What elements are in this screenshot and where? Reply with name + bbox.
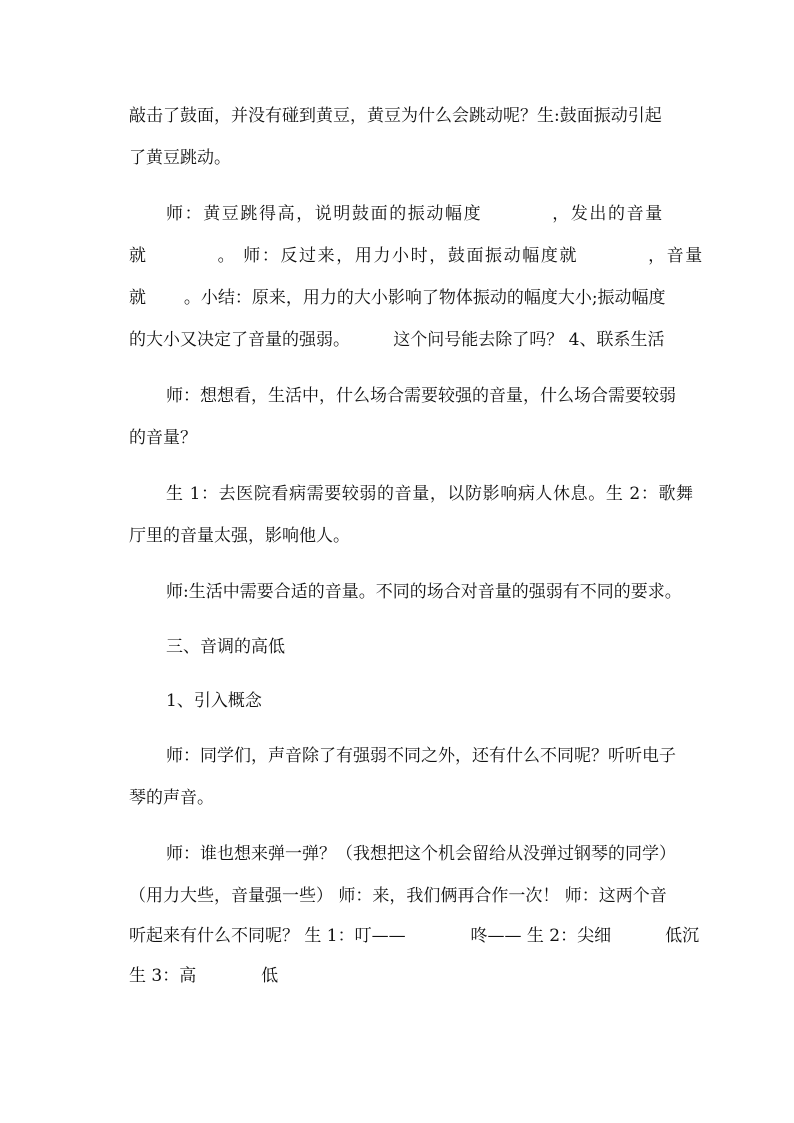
text-line-17: （用力大些，音量强一些） 师：来，我们俩再合作一次！ 师：这两个音 — [129, 886, 667, 906]
text-line-14: 师：同学们，声音除了有强弱不同之外，还有什么不同呢？听听电子 — [166, 746, 676, 766]
text-line-4: 就 。 师：反过来，用力小时，鼓面振动幅度就 ，音量 — [129, 246, 704, 266]
text-line-19: 生 3：高 低 — [129, 966, 279, 986]
text-line-2: 了黄豆跳动。 — [129, 148, 231, 168]
section-heading: 三、音调的高低 — [166, 637, 285, 657]
text-line-6: 的大小又决定了音量的强弱。 这个问号能去除了吗？ 4、联系生活 — [129, 330, 665, 350]
subheading: 1、引入概念 — [166, 691, 262, 711]
text-line-10: 厅里的音量太强，影响他人。 — [129, 526, 350, 546]
text-line-15: 琴的声音。 — [129, 788, 214, 808]
text-line-11: 师:生活中需要合适的音量。不同的场合对音量的强弱有不同的要求。 — [166, 582, 682, 602]
text-line-1: 敲击了鼓面，并没有碰到黄豆，黄豆为什么会跳动呢？生:鼓面振动引起 — [129, 106, 662, 126]
text-line-16: 师：谁也想来弹一弹？（我想把这个机会留给从没弹过钢琴的同学） — [166, 844, 676, 864]
text-line-5: 就 。小结：原来，用力的大小影响了物体振动的幅度大小;振动幅度 — [129, 288, 666, 308]
text-line-8: 的音量？ — [129, 428, 197, 448]
text-line-9: 生 1：去医院看病需要较弱的音量，以防影响病人休息。生 2：歌舞 — [166, 484, 694, 504]
text-line-18: 听起来有什么不同呢？ 生 1：叮—— 咚—— 生 2：尖细 低沉 — [129, 926, 700, 946]
text-line-3: 师：黄豆跳得高，说明鼓面的振动幅度 ，发出的音量 — [166, 204, 664, 224]
text-line-7: 师：想想看，生活中，什么场合需要较强的音量，什么场合需要较弱 — [166, 386, 676, 406]
